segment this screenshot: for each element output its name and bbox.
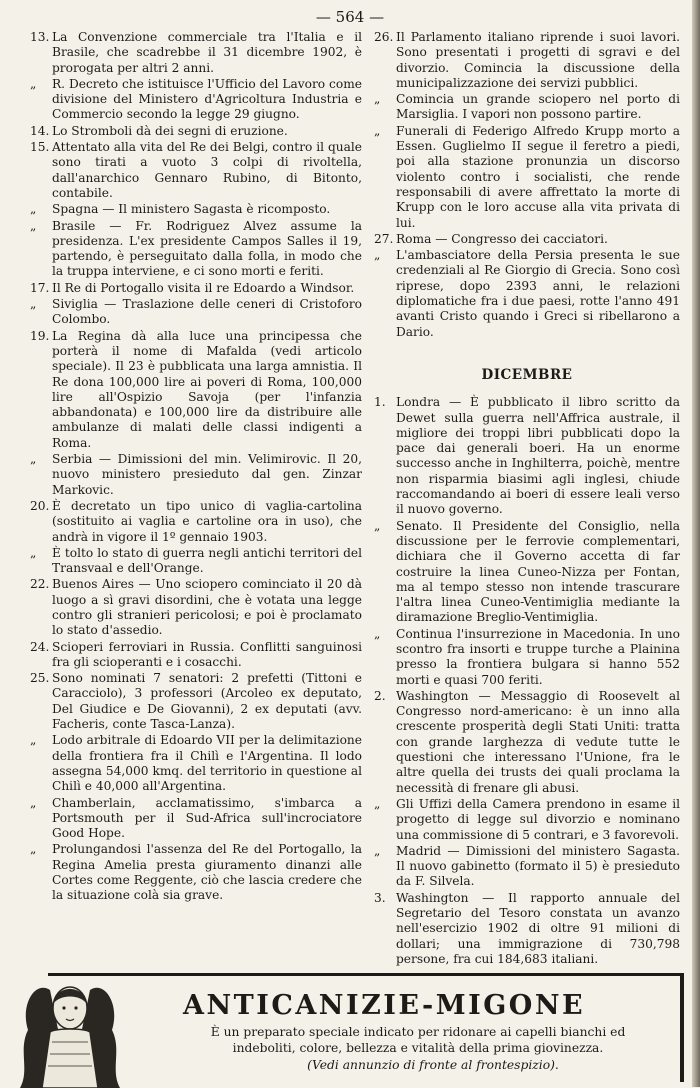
entry-date: „ [30, 733, 37, 748]
entry-date: 15. [30, 140, 50, 155]
entry [30, 842, 362, 903]
entry-text: Scioperi ferroviari in Russia. Conflitti sanguinosi fra gli scioperanti e i cosacchi. [52, 639, 362, 669]
entry-date: „ [374, 92, 381, 107]
entry-text: Il Re di Portogallo visita il re Edoardo a Windsor. [52, 280, 355, 295]
entry-date: „ [374, 248, 381, 263]
entry [30, 796, 362, 842]
entry-text: Washington — Il rapporto annuale del Segretario del Tesoro constata un avanzo nell'esercizio 1902 di oltre 91 milioni di dollari; una immigrazione di 730,798 persone, fra cui 184,683 italiani. [396, 890, 680, 966]
entry-text: La Regina dà alla luce una principessa che porterà il nome di Mafalda (vedi articolo speciale). Il 23 è pubblicata una larga amnistia. Il Re dona 100,000 lire ai poveri di Roma, 100,000 lire all'Ospizio Savoja (per l'infanzia abbandonata) e 100,000 lire da distribuire alle ambulanze di malati delle classi indigenti a Roma. [52, 328, 362, 450]
page-edge-shadow [692, 0, 700, 1087]
entry [374, 232, 680, 247]
entry-date: „ [30, 202, 37, 217]
entry-date: 22. [30, 577, 50, 592]
entry-text: Comincia un grande sciopero nel porto di Marsiglia. I vapori non possono partire. [396, 92, 680, 122]
ad-text-line: indeboliti, colore, bellezza e vitalità della prima giovinezza. [232, 1041, 604, 1055]
entry [30, 329, 362, 451]
entry [30, 297, 362, 328]
entry-text: Il Parlamento italiano riprende i suoi lavori. Sono presentati i progetti di sgravi e del divorzio. Comincia la discussione della municipalizzazione dei servizi pubblici. [396, 30, 680, 90]
entry-text: Chamberlain, acclamatissimo, s'imbarca a Portsmouth per il Sud-Africa sull'incrociatore Good Hope. [52, 795, 362, 841]
entry [374, 797, 680, 843]
page-number: — 564 — [315, 8, 385, 26]
ad-text-line: È un preparato speciale indicato per ridonare ai capelli bianchi ed [210, 1025, 626, 1039]
right-column [374, 30, 680, 968]
entry-text: Lodo arbitrale di Edoardo VII per la delimitazione della frontiera fra il Chilì e l'Argentina. Il lodo assegna 54,000 kmq. del territorio in questione al Chilì e 40,000 all'Argentina. [52, 733, 362, 794]
entry [374, 248, 680, 340]
entry-date: „ [30, 76, 37, 91]
entry [30, 452, 362, 498]
entry-date: 25. [30, 671, 50, 686]
entry [30, 219, 362, 280]
entry [374, 844, 680, 890]
entry-date: „ [30, 545, 37, 560]
entry-text: Sono nominati 7 senatori: 2 prefetti (Tittoni e Caracciolo), 3 professori (Arcoleo ex deputato, Del Giudice e De Giovanni), 2 ex deputati (avv. Facheris, conte Tasca-Lanza). [52, 671, 362, 732]
entry [30, 546, 362, 577]
entry [30, 281, 362, 296]
advertisement [48, 973, 684, 1082]
entry-date: „ [30, 842, 37, 857]
ad-reference-note: (Vedi annunzio di fronte al frontespizio). [307, 1058, 559, 1072]
entry-date: „ [374, 123, 381, 138]
entry [374, 627, 680, 688]
entry [30, 577, 362, 638]
entry-text: Brasile — Fr. Rodriguez Alvez assume la presidenza. L'ex presidente Campos Salles il 19, partendo, è perseguitato dalla folla, in modo che la truppa interviene, e ci sono morti e feriti. [52, 218, 362, 279]
entry-date: „ [30, 297, 37, 312]
entry [374, 92, 680, 123]
section-heading-dicembre: DICEMBRE [481, 366, 573, 383]
entry-text: La Convenzione commerciale tra l'Italia e il Brasile, che scadrebbe il 31 dicembre 1902, è prorogata per altri 2 anni. [52, 30, 362, 75]
entry [374, 30, 680, 91]
entry [30, 77, 362, 123]
entry [30, 140, 362, 201]
entry-text: Funerali di Federigo Alfredo Krupp morto a Essen. Guglielmo II segue il feretro a piedi, poi alla stazione pronunzia un discorso violento contro i socialisti, che rende responsabili di avere affrettato la morte di Krupp con le loro accuse alla vita privata di lui. [396, 123, 680, 230]
entry-date: 3. [374, 890, 386, 905]
entry-date: 1. [374, 395, 386, 410]
entry-text: Lo Stromboli dà dei segni di eruzione. [52, 123, 288, 138]
entry-date: „ [374, 626, 381, 641]
entry-text: Serbia — Dimissioni del min. Velimirovic. Il 20, nuovo ministero presieduto dal gen. Zinzar Markovic. [52, 452, 362, 497]
entry-date: „ [374, 796, 381, 811]
entry [374, 689, 680, 796]
entry-date: „ [374, 843, 381, 858]
entry-date: „ [30, 795, 37, 810]
entry-text: Buenos Aires — Uno sciopero cominciato il 20 dà luogo a sì gravi disordini, che è votata una legge contro gli stranieri pericolosi; e poi è proclamato lo stato d'assedio. [52, 577, 362, 638]
entry [30, 671, 362, 732]
entry [374, 124, 680, 231]
woman-illustration-icon [10, 970, 130, 1088]
entry [374, 519, 680, 626]
entry-text: Londra — È pubblicato il libro scritto da Dewet sulla guerra nell'Affrica australe, il migliore dei troppi libri pubblicati dopo la pace dai generali boeri. Ha un enorme successo anche in Inghilterra, poichè, mentre non risparmia biasimi agli inglesi, chiude raccomandando ai boeri di essere leali verso il nuovo governo. [396, 395, 680, 517]
entry [30, 202, 362, 217]
entry-date: 19. [30, 328, 50, 343]
entry-date: 24. [30, 639, 50, 654]
entry-date: 2. [374, 688, 386, 703]
entry [30, 640, 362, 671]
entry-text: È decretato un tipo unico di vaglia-cartolina (sostituito ai vaglia e cartoline ora in uso), che andrà in vigore il 1º gennaio 1903. [52, 498, 362, 544]
entry-text: È tolto lo stato di guerra negli antichi territori del Transvaal e dell'Orange. [52, 545, 362, 576]
entry-date: „ [30, 452, 37, 467]
entry [30, 733, 362, 794]
entry-text: Senato. Il Presidente del Consiglio, nella discussione per le ferrovie complementari, dichiara che il Governo accetta di far costruire la linea Cuneo-Nizza per Fontan, ma al tempo stesso non intende trascurare l'altra linea Cuneo-Ventimiglia mediante la diramazione Breglio-Ventimiglia. [396, 518, 680, 625]
entry-text: Spagna — Il ministero Sagasta è ricomposto. [52, 202, 331, 217]
entry-text: L'ambasciatore della Persia presenta le sue credenziali al Re Giorgio di Grecia. Sono così riprese, dopo 2393 anni, le relazioni diplomatiche fra i due paesi, rotte l'anno 491 avanti Cristo quando i Greci si ribellarono a Dario. [396, 248, 680, 339]
entry-date: 17. [30, 280, 50, 295]
entry [30, 124, 362, 139]
entry-date: 20. [30, 498, 50, 513]
entry-date: 26. [374, 30, 394, 44]
entry-date: 14. [30, 123, 50, 138]
entry [30, 30, 362, 76]
entry [374, 395, 680, 517]
entry-date: „ [30, 218, 37, 233]
entry-text: Attentato alla vita del Re dei Belgi, contro il quale sono tirati a vuoto 3 colpi di rivoltella, dall'anarchico Gennaro Rubino, di Bitonto, contabile. [52, 140, 362, 200]
entry-date: 27. [374, 231, 394, 246]
entry [30, 499, 362, 545]
entry-date: 13. [30, 30, 50, 44]
ad-title: ANTICANIZIE-MIGONE [183, 990, 586, 1021]
entry-date: „ [374, 518, 381, 533]
entry [374, 891, 680, 967]
entry-text: Continua l'insurrezione in Macedonia. In uno scontro fra insorti e truppe turche a Plainina presso la frontiera bulgara si hanno 552 morti e quasi 700 feriti. [396, 626, 680, 687]
entry-text: Siviglia — Traslazione delle ceneri di Cristoforo Colombo. [52, 297, 362, 327]
entry-text: Gli Uffizi della Camera prendono in esame il progetto di legge sul divorzio e nominano una commissione di 5 contrari, e 3 favorevoli. [396, 796, 680, 842]
entry-text: R. Decreto che istituisce l'Ufficio del Lavoro come divisione del Ministero d'Agricoltura Industria e Commercio secondo la legge 29 giugno. [52, 76, 362, 122]
entry-text: Prolungandosi l'assenza del Re del Portogallo, la Regina Amelia presta giuramento dinanzi alle Cortes come Reggente, ciò che lascia credere che la situazione colà sia grave. [52, 842, 362, 903]
left-column [30, 30, 362, 905]
entry-text: Madrid — Dimissioni del ministero Sagasta. Il nuovo gabinetto (formato il 5) è presieduto da F. Silvela. [396, 843, 680, 889]
entry-text: Washington — Messaggio di Roosevelt al Congresso nord-americano: è un inno alla crescente prosperità degli Stati Uniti: tratta con grande larghezza di vedute tutte le questioni che interessano l'Unione, fra le altre quella dei trusts dei quali proclama la necessità di frenare gli abusi. [396, 688, 680, 795]
entry-text: Roma — Congresso dei cacciatori. [396, 231, 608, 246]
